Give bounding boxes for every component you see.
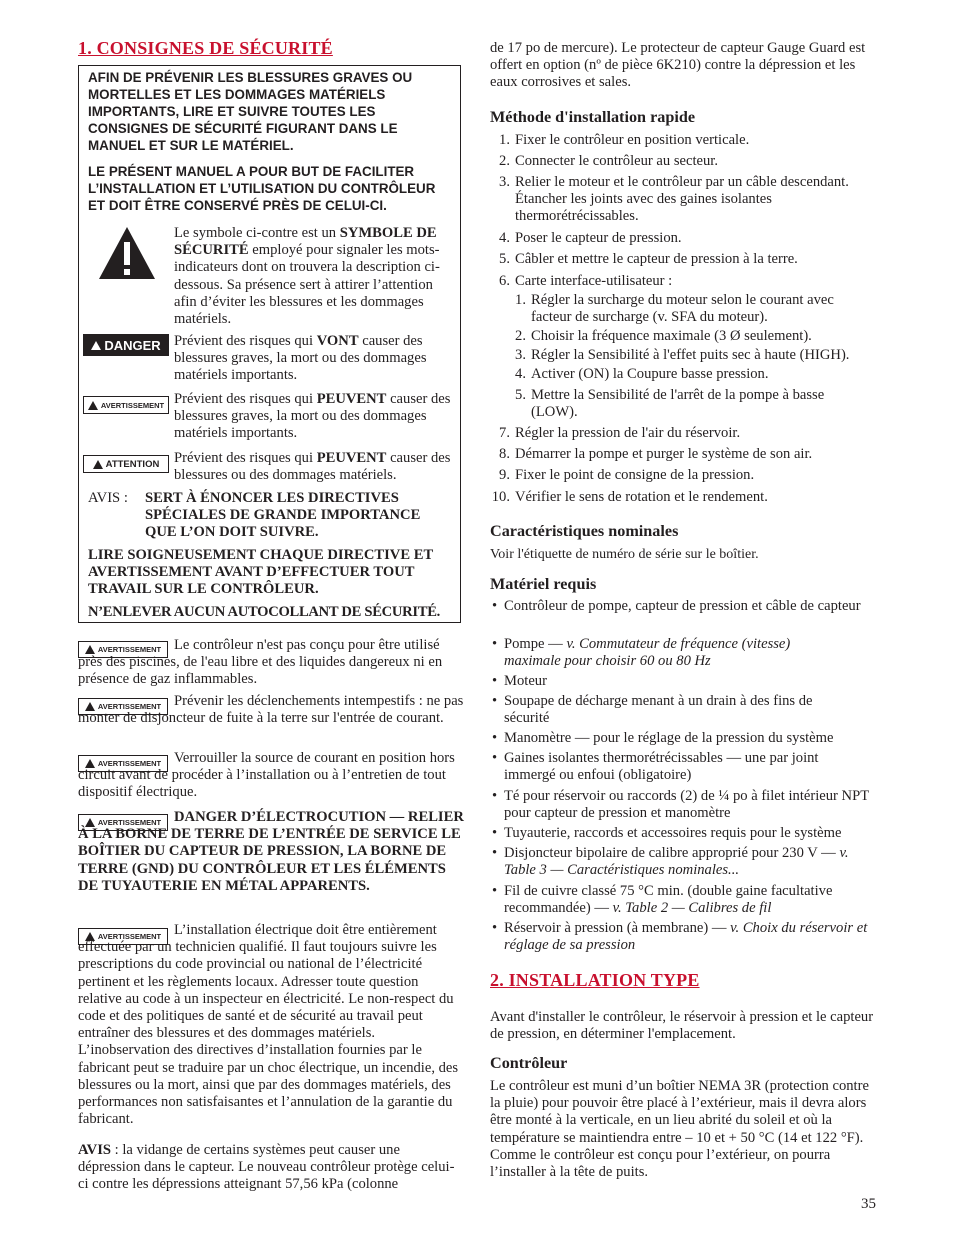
warning-badge-5: AVERTISSEMENT [78,928,168,945]
step: 2. Connecter le contrôleur au secteur. [499,153,719,169]
page-number: 35 [861,1196,876,1212]
substep: 2. Choisir la fréquence maximale (3 Ø seulement). [515,328,812,344]
list-item: • Fil de cuivre classé 75 °C min. (double gaine facultative recommandée) — v. Table 2 — Calibres de fil [492,883,833,917]
list-item: • Té pour réservoir ou raccords (2) de ¼ po à filet intérieur NPT pour capteur de pression et manomètre [492,788,869,822]
materiel-list [490,598,876,957]
attention-description: Prévient des risques qui PEUVENT causer des blessures ou des dommages matériels. [174,450,451,484]
list-item: • Contrôleur de pompe, capteur de pression et câble de capteur [492,598,861,614]
safety-alert-icon [97,225,157,281]
lire-notice: LIRE SOIGNEUSEMENT CHAQUE DIRECTIVE ET AVERTISSEMENT AVANT D’EFFECTUER TOUT TRAVAIL SUR LE CONTRÔLEUR. [88,547,433,598]
avis-text: SERT À ÉNONCER LES DIRECTIVES SPÉCIALES DE GRANDE IMPORTANCE QUE L’ON DOIT SUIVRE. [145,490,421,541]
avertissement-description: Prévient des risques qui PEUVENT causer des blessures graves, la mort ou des dommages matériels importants. [174,391,451,442]
step: 6. Carte interface-utilisateur : [499,273,673,289]
attention-badge: ATTENTION [83,455,169,473]
safety-intro-2: LE PRÉSENT MANUEL A POUR BUT DE FACILITER L’INSTALLATION ET L’UTILISATION DU CONTRÔLEUR ET DOIT ÊTRE CONSERVÉ PRÈS DE CELUI-CI. [88,164,436,213]
controleur-title: Contrôleur [490,1054,568,1072]
step: 8. Démarrer la pompe et purger le système de son air. [499,446,813,462]
list-item: • Tuyauterie, raccords et accessoires requis pour le système [492,825,842,841]
warning-4: DANGER D’ÉLECTROCUTION — RELIER À LA BORNE DE TERRE DE L’ENTRÉE DE SERVICE LE BOÎTIER DU CAPTEUR DE PRESSION, LA BORNE DE TERRE (GND) DU CONTRÔLEUR ET LES ÉLÉMENTS DE TUYAUTERIE EN MÉTAL APPARENTS. [78,809,464,894]
warning-5: L’installation électrique doit être entièrement effectuée par un technicien qualifié. Il faut toujours suivre les prescriptions du code provincial ou national de l’électricité pertinent et les règlements locaux. Adresser toute question relative au code à un inspecteur en électricité. Le non-respect du code et des politiques de santé et de sécurité au travail peut entraîner des blessures et des dommages matériels. L’inobservation des directives d’installation fournies par le fabricant peut se traduire par un choc électrique, un incendie, des blessures ou la mort, ainsi que par des dommages matériels, des performances non satisfaisantes et l’annulation de la garantie du fabricant. [78,922,459,1128]
materiel-title: Matériel requis [490,575,597,593]
step: 10. Vérifier le sens de rotation et le rendement. [491,489,768,505]
avis-label: AVIS : [88,490,128,506]
substep: 4. Activer (ON) la Coupure basse pression. [515,366,769,382]
warning-badge-2: AVERTISSEMENT [78,698,168,715]
warning-3: Verrouiller la source de courant en position hors circuit avant de procéder à l’installation ou à l’entretien de tout dispositif électrique. [78,750,455,801]
step: 9. Fixer le point de consigne de la pression. [499,467,755,483]
section-2-title: 2. INSTALLATION TYPE [490,970,700,990]
section-1-title: 1. CONSIGNES DE SÉCURITÉ [78,38,333,58]
list-item: • Manomètre — pour le réglage de la pression du système [492,730,834,746]
list-item: • Gaines isolantes thermorétrécissables — une par joint immergé ou enfoui (obligatoire) [492,750,819,784]
step: 1. Fixer le contrôleur en position verticale. [499,132,750,148]
danger-badge: DANGER [83,334,169,356]
warning-1: Le contrôleur n'est pas conçu pour être utilisé près des piscines, de l'eau libre et des liquides dangereux ni en présence de gaz inflammables. [78,637,443,688]
sticker-notice: N’ENLEVER AUCUN AUTOCOLLANT DE SÉCURITÉ. [88,604,440,620]
substep: 1. Régler la surcharge du moteur selon le courant avec facteur de surcharge (v. SFA du moteur). [515,292,834,326]
list-item: • Soupape de décharge menant à un drain à des fins de sécurité [492,693,813,727]
step: 7. Régler la pression de l'air du réservoir. [499,425,741,441]
controleur-text: Le contrôleur est muni d’un boîtier NEMA 3R (protection contre la pluie) pour pouvoir être placé à l’extérieur, mais il devra alors être monté à la verticale, en un lieu abrité du soleil et où la température se maintiendra entre – 10 et + 50 °C (14 et 122 °F). Comme le contrôleur est conçu pour l’extérieur, on pourra l’installer à la tête de puits. [490,1078,869,1181]
step: 5. Câbler et mettre le capteur de pression à la terre. [499,251,798,267]
safety-intro-1: AFIN DE PRÉVENIR LES BLESSURES GRAVES OU MORTELLES ET LES DOMMAGES MATÉRIELS IMPORTANTS, LIRE ET SUIVRE TOUTES LES CONSIGNES DE SÉCURITÉ FIGURANT DANS LE MANUEL ET SUR LE MATÉRIEL. [88,70,413,153]
caracteristiques-title: Caractéristiques nominales [490,522,679,540]
caracteristiques-text: Voir l'étiquette de numéro de série sur le boîtier. [490,547,759,562]
step: 3. Relier le moteur et le contrôleur par un câble descendant. Étancher les joints avec des gaines isolantes thermorétrécissables. [499,174,849,225]
methode-title: Méthode d'installation rapide [490,108,696,126]
warning-badge-1: AVERTISSEMENT [78,641,168,658]
substep: 5. Mettre la Sensibilité de l'arrêt de la pompe à basse (LOW). [515,387,825,421]
warning-badge-4: AVERTISSEMENT [78,814,168,831]
avis-vacuum-continued: de 17 po de mercure). Le protecteur de capteur Gauge Guard est offert en option (nº de pièce 6K210) contre la dépression et les eaux corrosives et sales. [490,40,866,91]
section-2-intro: Avant d'installer le contrôleur, le réservoir à pression et le capteur de pression, en déterminer l'emplacement. [490,1009,874,1043]
list-item: • Pompe — v. Commutateur de fréquence (vitesse) maximale pour choisir 60 ou 80 Hz [492,636,791,670]
list-item: • Disjoncteur bipolaire de calibre approprié pour 230 V — v. Table 3 — Caractéristiques nominales... [492,845,849,879]
symbol-description: Le symbole ci-contre est un SYMBOLE DE SÉCURITÉ employé pour signaler les mots-indicateurs dont on trouvera la description ci-dessous. Sa présence sert à attirer l’attention afin d’éviter les blessures et les dommages matériels. [174,225,440,328]
avertissement-badge: AVERTISSEMENT [83,396,169,414]
warning-2: Prévenir les déclenchements intempestifs : ne pas monter de disjoncteur de fuite à la terre sur l'entrée de courant. [78,693,464,727]
danger-description: Prévient des risques qui VONT causer des blessures graves, la mort ou des dommages matériels importants. [174,333,427,384]
substep: 3. Régler la Sensibilité à l'effet puits sec à haute (HIGH). [515,347,850,363]
step: 4. Poser le capteur de pression. [499,230,682,246]
safety-box [78,65,461,623]
methode-steps [490,132,876,510]
warning-badge-3: AVERTISSEMENT [78,755,168,772]
list-item: • Réservoir à pression (à membrane) — v. Choix du réservoir et réglage de sa pression [492,920,868,954]
list-item: • Moteur [492,673,547,689]
avis-vacuum: AVIS : la vidange de certains systèmes peut causer une dépression dans le capteur. Le nouveau contrôleur protège celui-ci contre les dépressions atteignant 57,56 kPa (colonne [78,1142,455,1193]
